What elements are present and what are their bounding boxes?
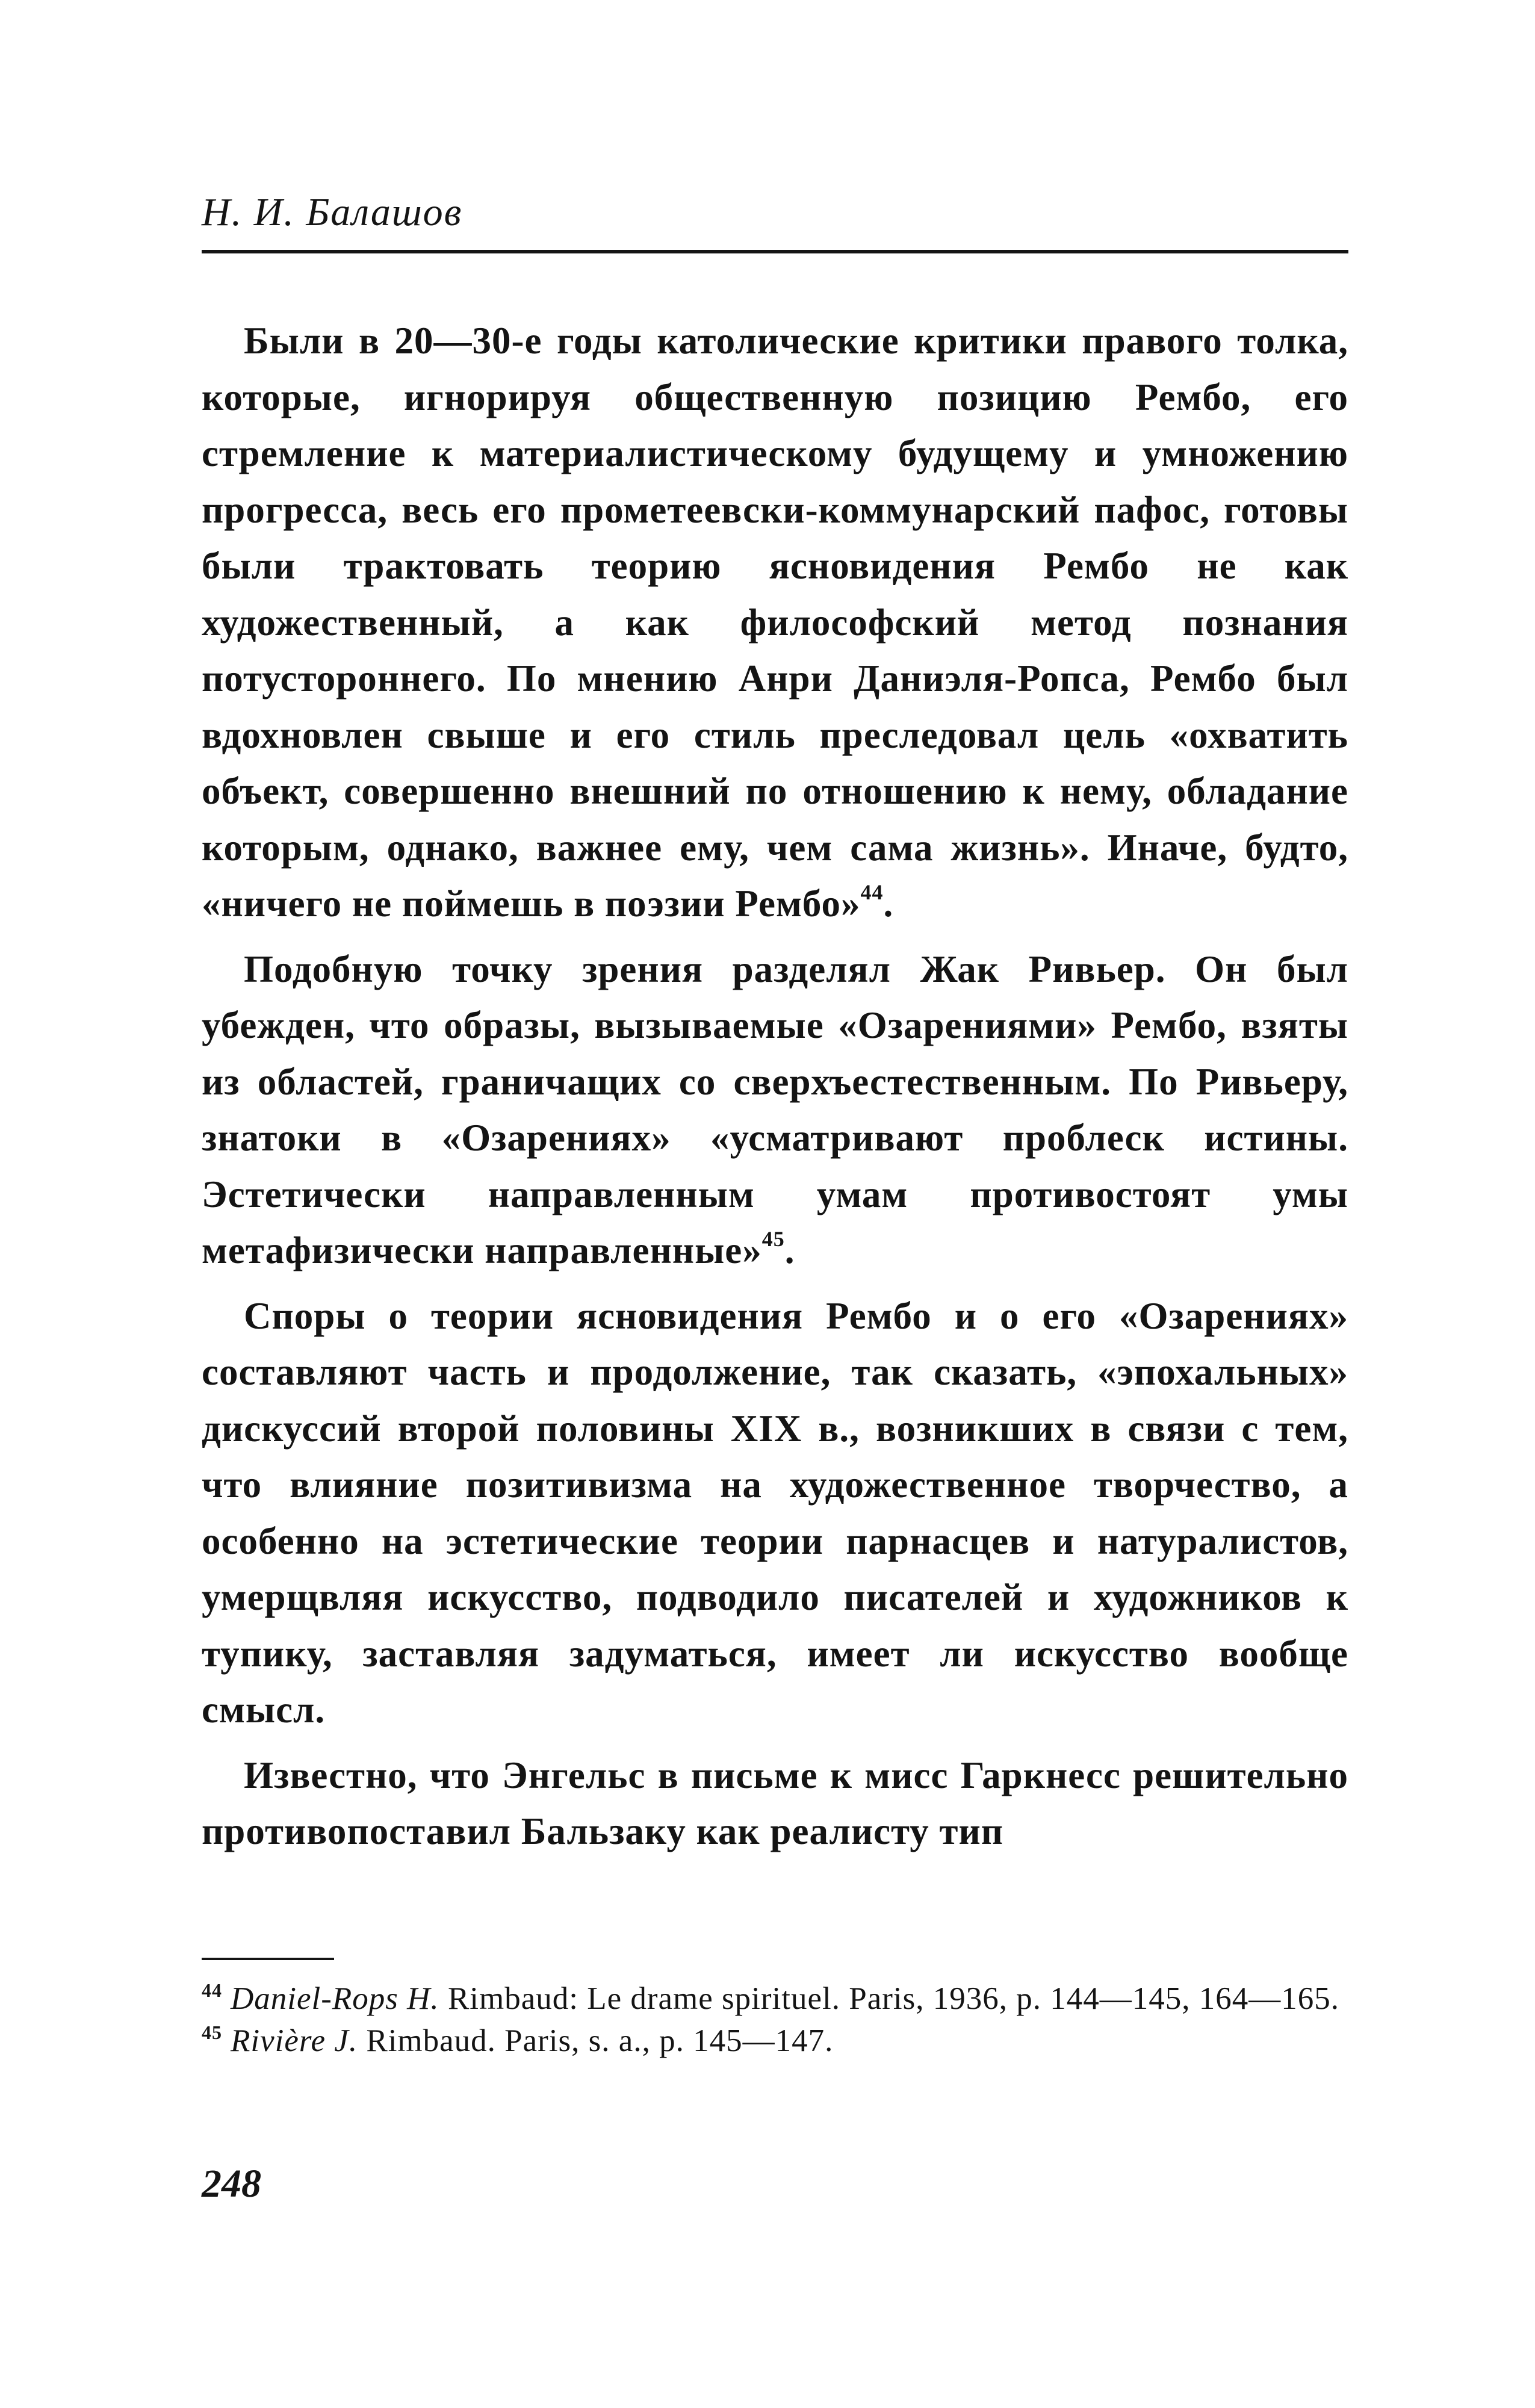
paragraph-text: Подобную точку зрения разделял Жак Ривьер. Он был убежден, что образы, вызываемые «Озарениями» Рембо, взяты из областей, граничащих со сверхъестественным. По Ривьеру, знатоки в «Озарениях» «усматривают проблеск истины. Эстетически направленным умам противостоят умы метафизически направленные» [202, 948, 1348, 1271]
page-header [202, 190, 1348, 234]
footnote [202, 1981, 1348, 2017]
footnote-ref: 45 [761, 1227, 785, 1251]
footnote-text: Rimbaud. Paris, s. a., p. 145—147. [366, 2023, 834, 2058]
paragraph [202, 313, 1348, 932]
footnote-author: Rivière J. [231, 2023, 358, 2058]
footnote [202, 2023, 1348, 2059]
footnotes [202, 1981, 1348, 2065]
header-rule [202, 250, 1348, 253]
main-text [202, 313, 1348, 1869]
footnote-ref: 44 [860, 880, 884, 904]
footnote-rule [202, 1958, 334, 1960]
footnote-number: 44 [202, 1979, 222, 2001]
footnote-text: Rimbaud: Le drame spirituel. Paris, 1936, p. 144—145, 164—165. [447, 1981, 1340, 2016]
paragraph-text: Были в 20—30-е годы католические критики правого толка, которые, игнорируя общественную позицию Рембо, его стремление к материалистическому будущему и умножению прогресса, весь его прометеевски-коммунарский пафос, готовы были трактовать теорию ясновидения Рембо не как художественный, а как философский метод познания потустороннего. По мнению Анри Даниэля-Ропса, Рембо был вдохновлен свыше и его стиль преследовал цель «охватить объект, совершенно внешний по отношению к нему, обладание которым, однако, важнее ему, чем сама жизнь». Иначе, будто, «ничего не поймешь в поэзии Рембо» [202, 320, 1348, 925]
paragraph-text: Споры о теории ясновидения Рембо и о его «Озарениях» составляют часть и продолжение, так сказать, «эпохальных» дискуссий второй половины XIX в., возникших в связи с тем, что влияние позитивизма на художественное творчество, а особенно на эстетические теории парнасцев и натуралистов, умерщвляя искусство, подводило писателей и художников к тупику, заставляя задуматься, имеет ли искусство вообще смысл. [202, 1294, 1348, 1731]
running-title: Н. И. Балашов [202, 190, 463, 234]
paragraph-tail: . [883, 883, 894, 925]
paragraph-text: Известно, что Энгельс в письме к мисс Гаркнесс решительно противопоставил Бальзаку как реалисту тип [202, 1754, 1348, 1852]
page-number: 248 [202, 2162, 261, 2206]
paragraph-tail: . [784, 1229, 795, 1271]
footnote-number: 45 [202, 2022, 222, 2043]
paragraph [202, 942, 1348, 1279]
footnote-author: Daniel-Rops H. [231, 1981, 439, 2016]
paragraph [202, 1288, 1348, 1739]
paragraph [202, 1748, 1348, 1860]
